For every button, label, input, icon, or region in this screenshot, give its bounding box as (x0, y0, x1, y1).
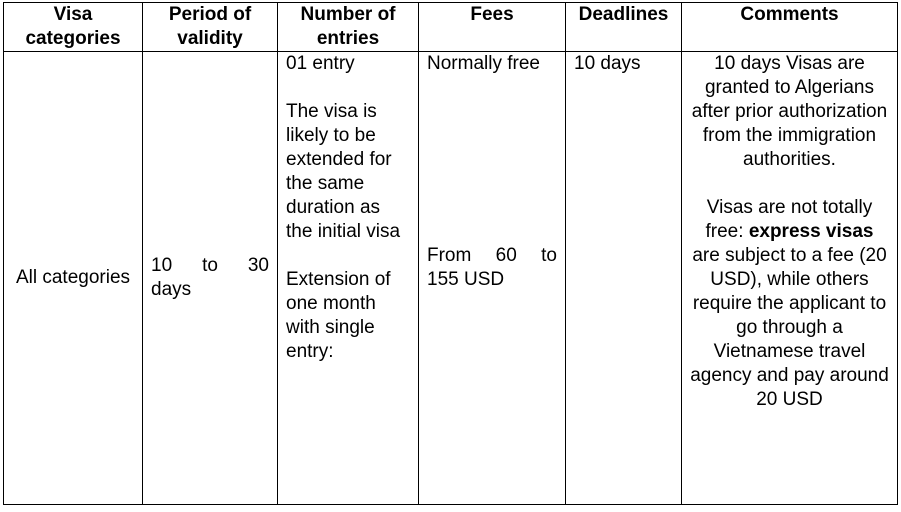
table-row (4, 52, 898, 505)
entries-extension-detail: Extension of one month with single entry: (286, 269, 391, 362)
comment-fees-post: are subject to a fee (20 USD), while others require the applicant to go through a Vietnamese travel agency and pay around 20 USD (690, 245, 889, 410)
cell-validity (143, 52, 278, 505)
header-fees: Fees (419, 3, 566, 52)
cell-fees (419, 52, 566, 505)
table-header-row (4, 3, 898, 52)
header-number-of-entries: Number of entries (278, 3, 419, 52)
comment-authorization: 10 days Visas are granted to Algerians after prior authorization from the immigration authorities. (691, 53, 888, 170)
fees-range: From 60 to (427, 245, 557, 266)
visa-table (3, 2, 898, 505)
cell-entries (278, 52, 419, 505)
validity-range: 10 to 30 (151, 255, 269, 276)
cell-category (4, 52, 143, 505)
fees-range-unit: 155 USD (427, 269, 505, 290)
header-deadlines: Deadlines (566, 3, 682, 52)
cell-deadline (566, 52, 682, 505)
validity-unit: days (151, 279, 192, 300)
header-visa-categories: Visa categories (4, 3, 143, 52)
entries-count: 01 entry (286, 53, 355, 74)
comment-express-visas: express visas (748, 221, 874, 242)
comment-fees-pre: Visas are not totally free: (705, 197, 873, 242)
comment-fees (690, 196, 889, 412)
entries-extension-note: The visa is likely to be extended for the same duration as the initial visa (286, 101, 401, 242)
fees-normal: Normally free (427, 53, 540, 74)
deadline-text: 10 days (574, 53, 641, 74)
category-text: All categories (15, 267, 131, 288)
header-period-of-validity: Period of validity (143, 3, 278, 52)
cell-comments (682, 52, 898, 505)
header-comments: Comments (682, 3, 898, 52)
